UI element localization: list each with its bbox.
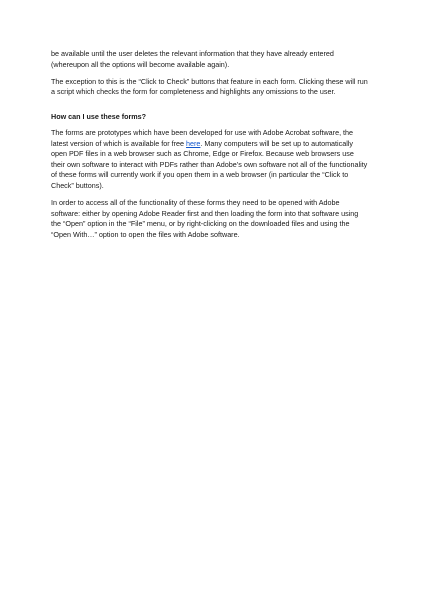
paragraph-availability: be available until the user deletes the relevant information that they have already entered (whereupon all the options will become available again). bbox=[51, 49, 334, 69]
adobe-download-link[interactable]: here bbox=[186, 138, 201, 148]
paragraph-prototypes bbox=[51, 128, 369, 192]
document-page bbox=[51, 49, 369, 247]
paragraph-open-with-adobe: In order to access all of the functionality of these forms they need to be opened with Adobe software: either by opening Adobe Reader first and then loading the form into that software using the “Open” option in the “File” menu, or by right-clicking on the downloaded files and using the “Open With…” option to open the files with Adobe software. bbox=[51, 198, 359, 239]
paragraph-prototypes-text-start: The forms are prototypes which have been developed for use with Adobe Acrobat software, the latest version of which is available for free bbox=[51, 127, 354, 148]
section-heading: How can I use these forms? bbox=[51, 111, 147, 121]
paragraph-click-to-check: The exception to this is the “Click to Check” buttons that feature in each form. Clicking these will run a script which checks the form for completeness and highlights any omissions to the user. bbox=[51, 76, 368, 97]
paragraph-prototypes-text-end: . Many computers will be set up to automatically open PDF files in a web browser such as Chrome, Edge or Firefox. Because web browsers use their own software to interact with PDFs rather than Adobe’s own software not all of the functionality of these forms will currently work if you open them in a web browser (in particular the “Click to Check” buttons). bbox=[51, 138, 368, 190]
